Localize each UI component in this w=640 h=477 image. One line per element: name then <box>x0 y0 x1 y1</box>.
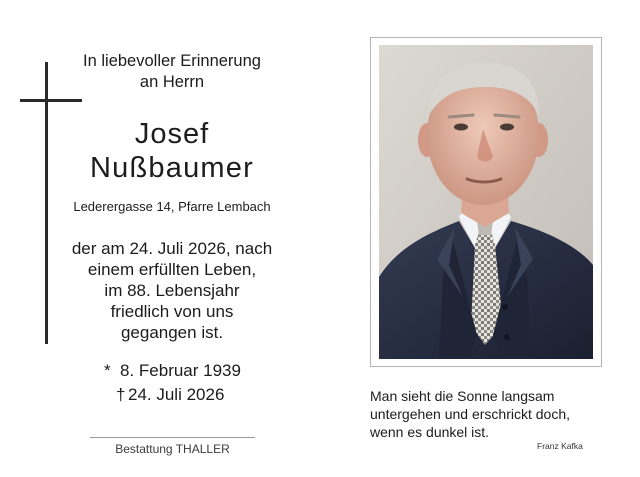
quote-line: wenn es dunkel ist. <box>370 424 490 440</box>
birth-date: 8. Februar 1939 <box>120 361 241 380</box>
quote-line: Man sieht die Sonne langsam <box>370 388 555 404</box>
cross-horizontal-bar <box>20 99 82 102</box>
address: Lederergasse 14, Pfarre Lembach <box>73 199 271 214</box>
intro-text <box>60 51 284 93</box>
last-name: Nußbaumer <box>90 152 254 184</box>
portrait-illustration <box>379 45 593 359</box>
quote-line: untergehen und erschrickt doch, <box>370 406 571 422</box>
death-text-line: einem erfüllten Leben, <box>87 260 257 279</box>
life-dates <box>104 359 241 407</box>
death-text-line: friedlich von uns <box>110 302 234 321</box>
intro-line-2: an Herrn <box>139 73 205 91</box>
death-symbol: † <box>116 385 126 404</box>
birth-symbol: * <box>104 361 111 380</box>
birth-row <box>104 359 241 383</box>
death-text-line: im 88. Lebensjahr <box>104 281 240 300</box>
intro-line-1: In liebevoller Erinnerung <box>83 52 261 70</box>
quote <box>370 387 620 441</box>
death-row <box>104 383 241 407</box>
cross-vertical-bar <box>45 62 48 344</box>
first-name: Josef <box>134 118 210 150</box>
death-text-line: gegangen ist. <box>120 323 224 342</box>
death-text-line: der am 24. Juli 2026, nach <box>71 239 273 258</box>
death-date: 24. Juli 2026 <box>128 385 225 404</box>
undertaker-name: Bestattung THALLER <box>115 442 230 456</box>
portrait-photo <box>379 45 593 359</box>
divider-line <box>90 437 255 438</box>
death-announcement <box>60 238 284 343</box>
photo-frame <box>370 37 602 367</box>
quote-author: Franz Kafka <box>537 441 583 451</box>
